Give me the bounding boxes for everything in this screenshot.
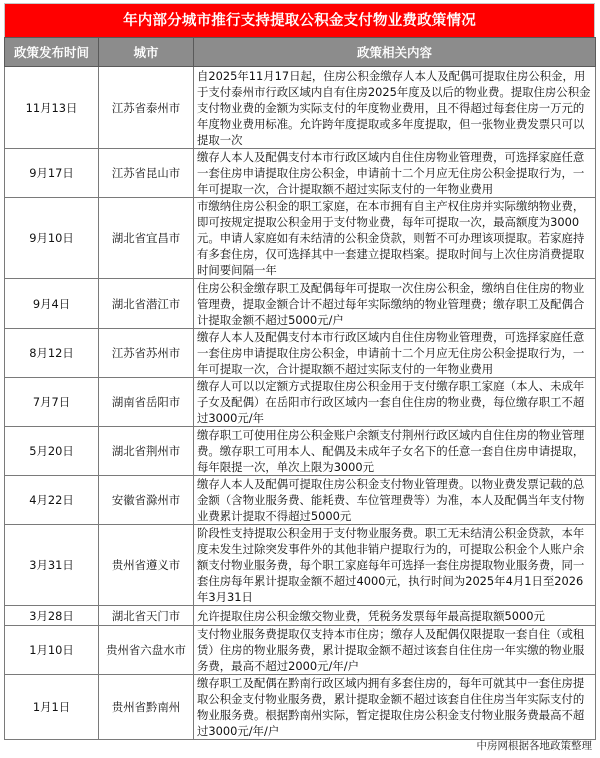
table-row [5,67,596,149]
row-date: 9月10日 [5,198,99,279]
row-content: 缴存人本人及配偶支付本市行政区域内自住住房物业管理费，可选择家庭任意一套住房申请提取住房公积金，申请前十二个月应无住房公积金提取行为，一年可提取一次，合计提取额不超过实际支付的一年物业费用 [194,329,596,378]
table-row [5,525,596,606]
row-city: 湖北省潜江市 [99,279,194,329]
row-date: 7月7日 [5,378,99,427]
row-date: 9月4日 [5,279,99,329]
header-content: 政策相关内容 [194,38,596,67]
row-date: 3月28日 [5,606,99,626]
row-city: 江苏省泰州市 [99,67,194,149]
row-date: 1月10日 [5,626,99,675]
row-date: 1月1日 [5,675,99,740]
policy-table-container [4,3,595,740]
header-date: 政策发布时间 [5,38,99,67]
row-city: 江苏省苏州市 [99,329,194,378]
table-row [5,329,596,378]
row-date: 5月20日 [5,427,99,476]
row-date: 4月22日 [5,476,99,525]
table-row [5,476,596,525]
row-content: 缴存人本人及配偶可提取住房公积金支付物业管理费。以物业费发票记载的总金额（含物业服务费、能耗费、车位管理费等）为准，本人及配偶当年支付物业费累计提取不得超过5000元 [194,476,596,525]
table-row [5,279,596,329]
row-city: 湖北省天门市 [99,606,194,626]
header-city: 城市 [99,38,194,67]
row-city: 贵州省遵义市 [99,525,194,606]
row-content: 支付物业服务费提取仅支持本市住房；缴存人及配偶仅限提取一套自住（或租赁）住房的物业服务费，累计提取金额不超过该套自住住房一年实缴的物业服务费，最高不超过2000元/年/户 [194,626,596,675]
row-content: 住房公积金缴存职工及配偶每年可提取一次住房公积金，缴纳自住住房的物业管理费，提取金额合计不超过每年实际缴纳的物业管理费；缴存职工及配偶合计提取金额不超过5000元/户 [194,279,596,329]
table-title: 年内部分城市推行支持提取公积金支付物业费政策情况 [4,3,595,37]
policy-table [4,37,596,740]
table-header-row [5,38,596,67]
row-city: 安徽省滁州市 [99,476,194,525]
row-date: 8月12日 [5,329,99,378]
row-city: 贵州省黔南州 [99,675,194,740]
row-content: 市缴纳住房公积金的职工家庭，在本市拥有自主产权住房并实际缴纳物业费，即可按规定提取公积金用于支付物业费，每年可提取一次，最高额度为3000元。申请人家庭如有未结清的公积金贷款，则暂不可办理该项提取。若家庭持有多套住房，仅可选择其中一套建立提取档案。提取时间与上次住房消费提取时间要间隔一年 [194,198,596,279]
table-row [5,198,596,279]
row-content: 自2025年11月17日起，住房公积金缴存人本人及配偶可提取住房公积金，用于支付泰州市行政区域内自有住房2025年度及以后的物业费。提取住房公积金支付物业费的金额为实际支付的年度物业费用，且不得超过每套住房一万元的年度物业费用标准。允许跨年度提取或多年度提取，但一张物业费发票只可以提取一次 [194,67,596,149]
source-note: 中房网根据各地政策整理 [476,740,592,752]
row-content: 缴存人可以以定额方式提取住房公积金用于支付缴存职工家庭（本人、未成年子女及配偶）在岳阳市行政区域内一套自住住房的物业费，每位缴存职工不超过3000元/年 [194,378,596,427]
row-date: 11月13日 [5,67,99,149]
table-row [5,427,596,476]
row-date: 3月31日 [5,525,99,606]
row-city: 湖南省岳阳市 [99,378,194,427]
row-city: 湖北省宜昌市 [99,198,194,279]
table-row [5,149,596,198]
row-city: 贵州省六盘水市 [99,626,194,675]
row-content: 允许提取住房公积金缴交物业费，凭税务发票每年最高提取额5000元 [194,606,596,626]
row-content: 阶段性支持提取公积金用于支付物业服务费。职工无未结清公积金贷款，本年度未发生过除突发事件外的其他非销户提取行为的，可提取公积金个人账户余额支付物业服务费，每个职工家庭每年可选择一套住房提取物业服务费，同一套住房每年累计提取金额不超过4000元，执行时间为2025年4月1日至2026年3月31日 [194,525,596,606]
row-city: 湖北省荆州市 [99,427,194,476]
row-content: 缴存人本人及配偶支付本市行政区域内自住住房物业管理费，可选择家庭任意一套住房申请提取住房公积金，申请前十二个月应无住房公积金提取行为，一年可提取一次，合计提取额不超过实际支付的一年物业费用 [194,149,596,198]
row-content: 缴存职工及配偶在黔南行政区域内拥有多套住房的，每年可就其中一套住房提取公积金支付物业服务费，累计提取金额不超过该套自住住房当年实际支付的物业服务费。根据黔南州实际，暂定提取住房公积金支付物业服务费最高不超过3000元/年/户 [194,675,596,740]
table-row [5,675,596,740]
row-city: 江苏省昆山市 [99,149,194,198]
row-date: 9月17日 [5,149,99,198]
table-row [5,378,596,427]
table-row [5,606,596,626]
row-content: 缴存职工可使用住房公积金账户余额支付荆州行政区域内自住住房的物业管理费。缴存职工可用本人、配偶及未成年子女名下的任意一套自住房申请提取，每年限提一次，单次上限为3000元 [194,427,596,476]
table-row [5,626,596,675]
